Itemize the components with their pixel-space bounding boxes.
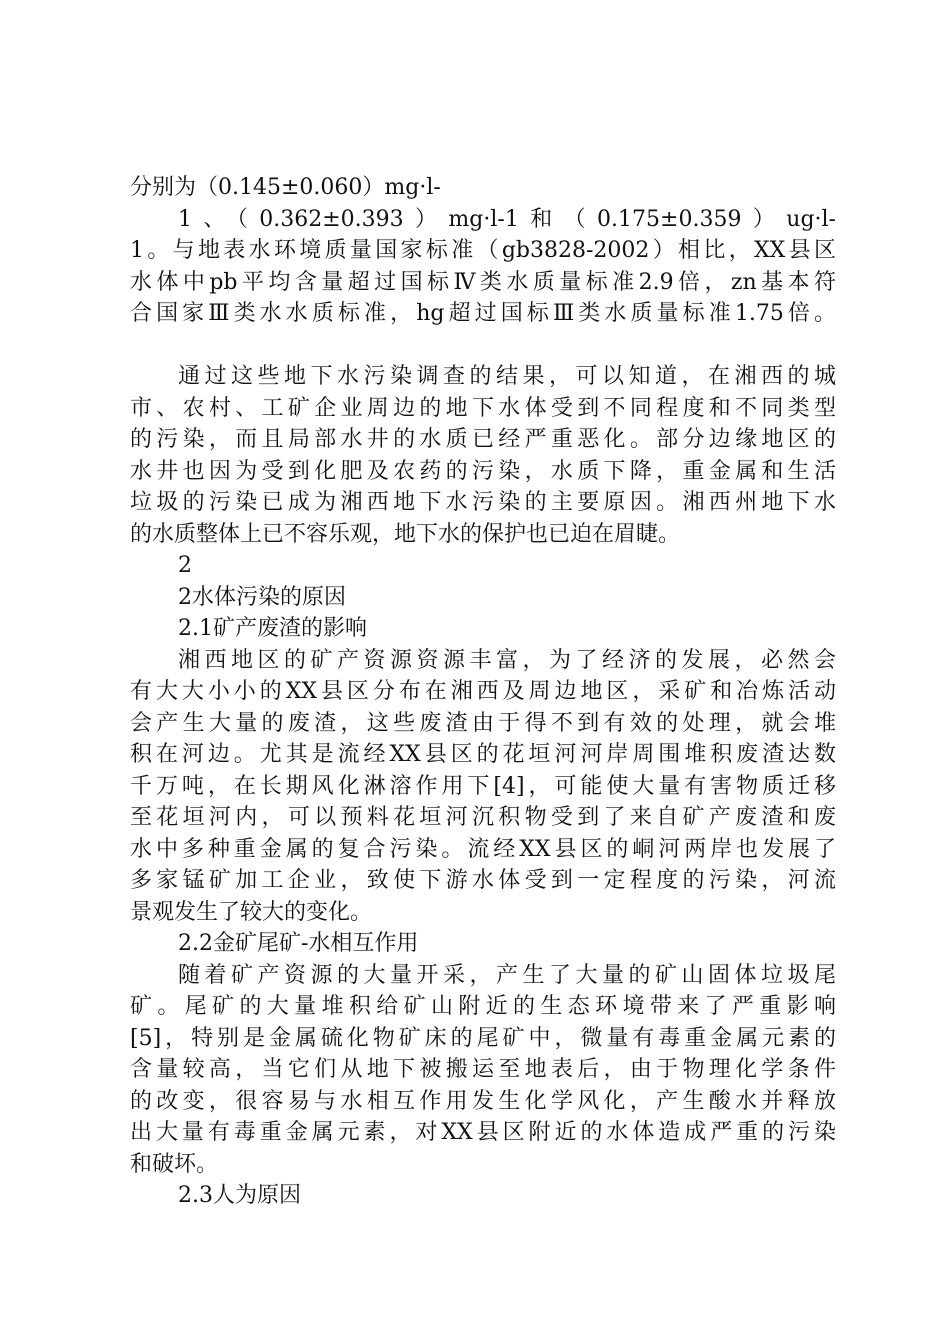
text-line: 的水质整体上已不容乐观，地下水的保护也已迫在眉睫。: [130, 521, 681, 547]
text-line: 矿。尾矿的大量堆积给矿山附近的生态环境带来了严重影响: [130, 994, 836, 1019]
text-line: 和破坏。: [130, 1151, 219, 1177]
text-line: 合国家Ⅲ类水水质标准，hg超过国标Ⅲ类水质量标准1.75倍。: [130, 301, 836, 326]
paragraph-water-results: [130, 172, 836, 330]
blank-line: [130, 330, 836, 362]
text-line: 出大量有毒重金属元素，对XX县区附近的水体造成严重的污染: [130, 1120, 836, 1145]
paragraph-mining-waste: [130, 645, 836, 929]
text-line: 积在河边。尤其是流经XX县区的花垣河河岸周围堆积废渣达数: [130, 742, 836, 767]
text-line: [5]，特别是金属硫化物矿床的尾矿中，微量有毒重金属元素的: [130, 1025, 836, 1051]
text-line: 垃圾的污染已成为湘西地下水污染的主要原因。湘西州地下水: [130, 490, 836, 515]
subsection-title: 2.2金矿尾矿-水相互作用: [178, 931, 419, 956]
text-line: 1、（0.362±0.393）mg·l-1和（0.175±0.359）ug·l-: [178, 206, 836, 232]
paragraph-groundwater-summary: [130, 361, 836, 550]
text-line: 会产生大量的废渣，这些废渣由于得不到有效的处理，就会堆: [130, 710, 836, 736]
text-line: 分别为（0.145±0.060）mg·l-: [130, 175, 441, 200]
text-line: 随着矿产资源的大量开采，产生了大量的矿山固体垃圾尾: [178, 962, 836, 988]
text-line: 1。与地表水环境质量国家标准（gb3828-2002）相比，XX县区: [130, 238, 836, 263]
text-line: 水中多种重金属的复合污染。流经XX县区的峒河两岸也发展了: [130, 836, 836, 862]
subsection-title: 2.1矿产废渣的影响: [178, 616, 367, 641]
text-line: 的污染，而且局部水井的水质已经严重恶化。部分边缘地区的: [130, 427, 836, 452]
text-line: 有大大小小的XX县区分布在湘西及周边地区，采矿和冶炼活动: [130, 679, 836, 704]
text-line: 通过这些地下水污染调查的结果，可以知道，在湘西的城: [178, 364, 836, 389]
document-body: [130, 172, 836, 1212]
page-number: 2: [178, 553, 192, 578]
section-title: 2水体污染的原因: [178, 584, 346, 610]
text-line: 市、农村、工矿企业周边的地下水体受到不同程度和不同类型: [130, 395, 836, 421]
paragraph-tailings-water: [130, 960, 836, 1181]
text-line: 水井也因为受到化肥及农药的污染，水质下降，重金属和生活: [130, 458, 836, 484]
text-line: 至花垣河内，可以预料花垣河沉积物受到了来自矿产废渣和废: [130, 805, 836, 830]
text-line: 景观发生了较大的变化。: [130, 899, 373, 925]
subsection-title: 2.3人为原因: [178, 1183, 301, 1208]
text-line: 含量较高，当它们从地下被搬运至地表后，由于物理化学条件: [130, 1057, 836, 1082]
text-line: 湘西地区的矿产资源资源丰富，为了经济的发展，必然会: [178, 647, 836, 673]
text-line: 水体中pb平均含量超过国标Ⅳ类水质量标准2.9倍，zn基本符: [130, 269, 836, 295]
text-line: 多家锰矿加工企业，致使下游水体受到一定程度的污染，河流: [130, 868, 836, 893]
text-line: 千万吨，在长期风化淋溶作用下[4]，可能使大量有害物质迁移: [130, 773, 836, 799]
text-line: 的改变，很容易与水相互作用发生化学风化，产生酸水并释放: [130, 1088, 836, 1114]
